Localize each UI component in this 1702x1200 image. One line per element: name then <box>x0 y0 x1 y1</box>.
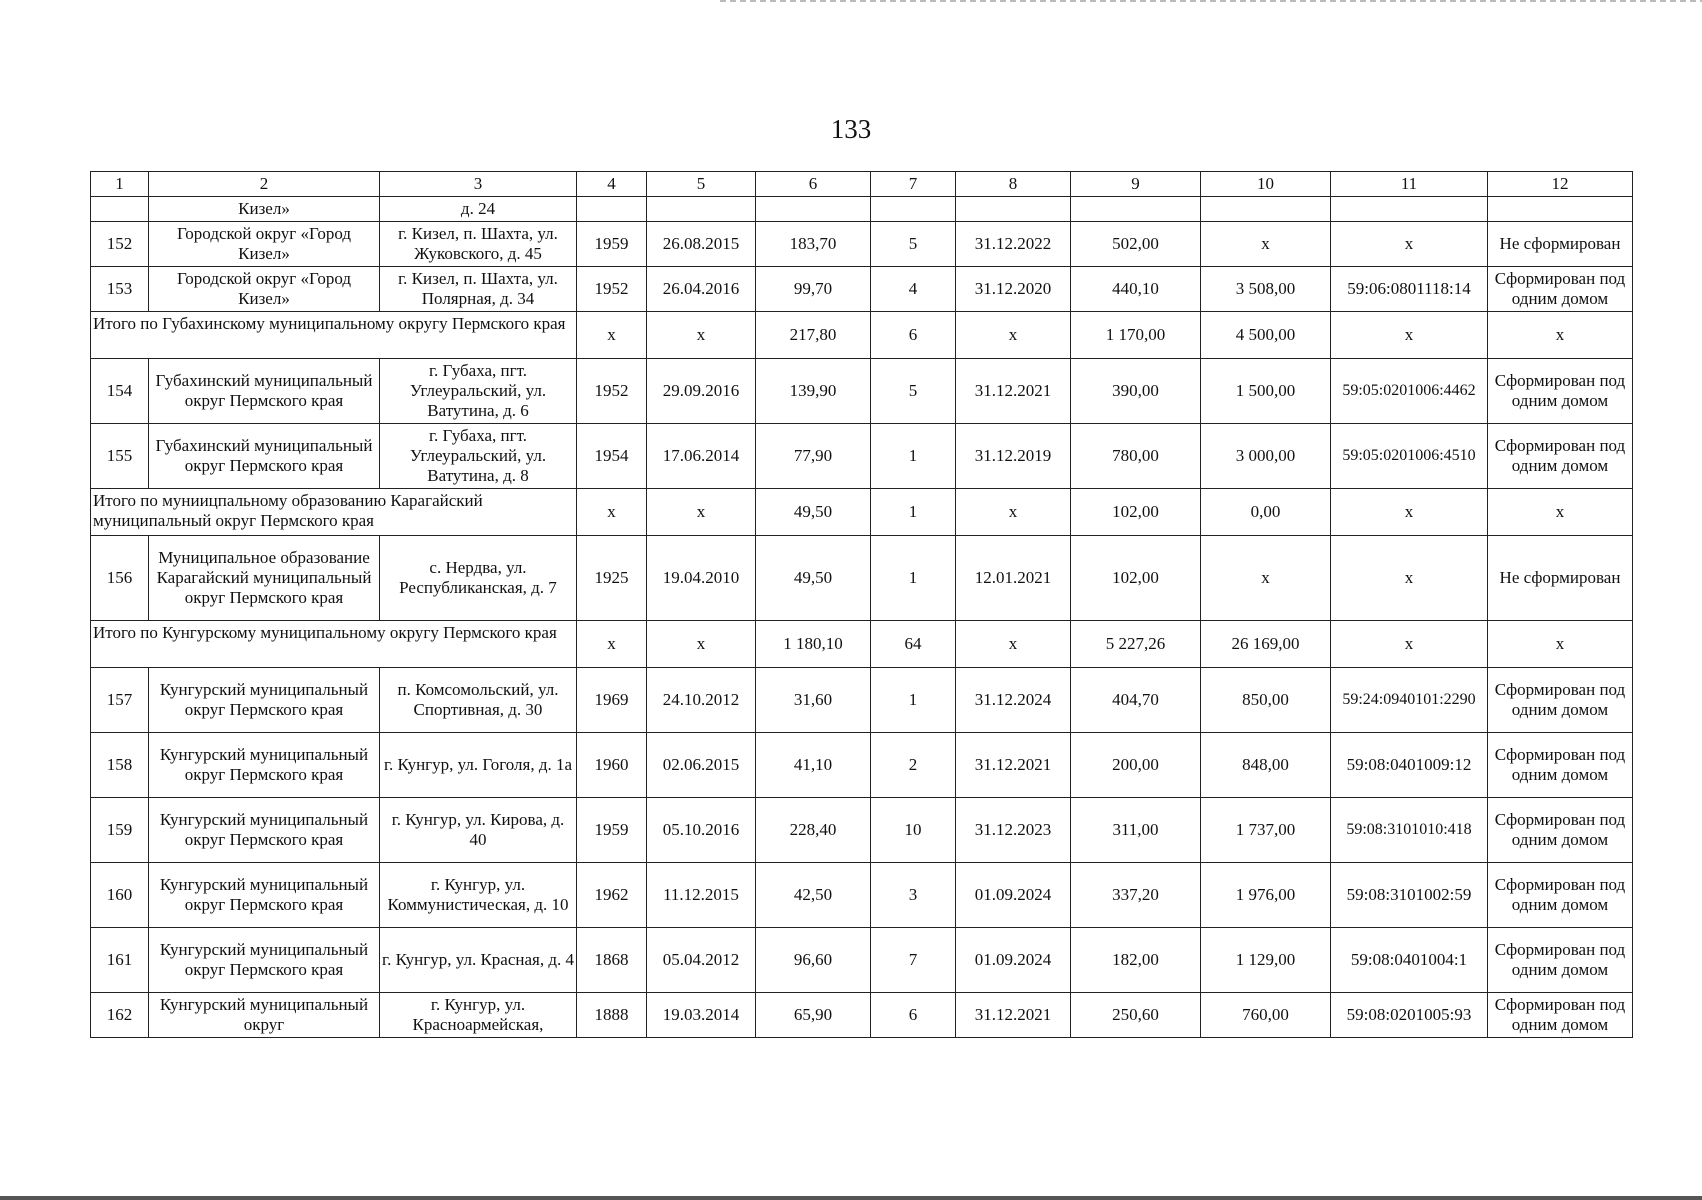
continuation-row <box>91 197 1633 222</box>
cell: 158 <box>91 733 149 798</box>
cell: 1 170,00 <box>1071 312 1201 359</box>
cell: Не сформирован <box>1488 222 1633 267</box>
cell: 1 180,10 <box>756 621 871 668</box>
cell: Не сформирован <box>1488 536 1633 621</box>
cell: 59:08:0401009:12 <box>1331 733 1488 798</box>
table-row <box>91 863 1633 928</box>
column-number-1: 1 <box>91 172 149 197</box>
cell: 154 <box>91 359 149 424</box>
column-number-7: 7 <box>871 172 956 197</box>
cell: Сформирован под одним домом <box>1488 863 1633 928</box>
table-row <box>91 928 1633 993</box>
cell: 1959 <box>577 798 647 863</box>
cell: 182,00 <box>1071 928 1201 993</box>
cell: 153 <box>91 267 149 312</box>
cell: Сформирован под одним домом <box>1488 267 1633 312</box>
cell: x <box>1201 536 1331 621</box>
cell: Сформирован под одним домом <box>1488 733 1633 798</box>
cell: 850,00 <box>1201 668 1331 733</box>
cell: 31.12.2019 <box>956 424 1071 489</box>
cell: 156 <box>91 536 149 621</box>
table-row <box>91 798 1633 863</box>
cell: 5 <box>871 359 956 424</box>
cell <box>871 197 956 222</box>
cell: 1952 <box>577 359 647 424</box>
cell: 102,00 <box>1071 489 1201 536</box>
cell: x <box>577 312 647 359</box>
subtotal-label: Итого по муниицпальному образованию Карагайский муниципальный округ Пермского края <box>91 489 577 536</box>
cell: 3 508,00 <box>1201 267 1331 312</box>
cell: 19.03.2014 <box>647 993 756 1038</box>
cell: 160 <box>91 863 149 928</box>
cell <box>91 197 149 222</box>
column-number-10: 10 <box>1201 172 1331 197</box>
cell: 337,20 <box>1071 863 1201 928</box>
cell: 139,90 <box>756 359 871 424</box>
cell <box>756 197 871 222</box>
cell: г. Кунгур, ул. Кирова, д. 40 <box>380 798 577 863</box>
subtotal-label: Итого по Губахинскому муниципальному округу Пермского края <box>91 312 577 359</box>
cell: г. Кунгур, ул. Коммунистическая, д. 10 <box>380 863 577 928</box>
cell <box>956 197 1071 222</box>
page-number: 133 <box>830 114 872 144</box>
cell: 183,70 <box>756 222 871 267</box>
cell: 26 169,00 <box>1201 621 1331 668</box>
cell: 31.12.2020 <box>956 267 1071 312</box>
cell: д. 24 <box>380 197 577 222</box>
cell: 162 <box>91 993 149 1038</box>
cell: x <box>1331 489 1488 536</box>
cell: Сформирован под одним домом <box>1488 798 1633 863</box>
cell: г. Кунгур, ул. Красноармейская, <box>380 993 577 1038</box>
cell: 157 <box>91 668 149 733</box>
cell: 502,00 <box>1071 222 1201 267</box>
table-row <box>91 424 1633 489</box>
cell: Кунгурский муниципальный округ Пермского края <box>149 863 380 928</box>
cell: Губахинский муниципальный округ Пермского края <box>149 424 380 489</box>
cell: с. Нердва, ул. Республиканская, д. 7 <box>380 536 577 621</box>
cell: 31.12.2023 <box>956 798 1071 863</box>
cell: x <box>1331 312 1488 359</box>
cell: 31.12.2021 <box>956 733 1071 798</box>
cell: 49,50 <box>756 489 871 536</box>
cell: Кунгурский муниципальный округ Пермского края <box>149 798 380 863</box>
cell: 59:08:3101010:418 <box>1331 798 1488 863</box>
cell: Сформирован под одним домом <box>1488 668 1633 733</box>
cell: Сформирован под одним домом <box>1488 928 1633 993</box>
cell: 31.12.2022 <box>956 222 1071 267</box>
cell: 31.12.2024 <box>956 668 1071 733</box>
subtotal-row <box>91 621 1633 668</box>
cell: 404,70 <box>1071 668 1201 733</box>
cell: 1 <box>871 489 956 536</box>
cell: 1 <box>871 536 956 621</box>
cell: г. Кизел, п. Шахта, ул. Полярная, д. 34 <box>380 267 577 312</box>
cell: 59:05:0201006:4510 <box>1331 424 1488 489</box>
cell: 7 <box>871 928 956 993</box>
cell: 5 <box>871 222 956 267</box>
cell: 2 <box>871 733 956 798</box>
scan-edge-top <box>720 0 1702 2</box>
cell: 1969 <box>577 668 647 733</box>
table-row <box>91 733 1633 798</box>
subtotal-label: Итого по Кунгурскому муниципальному округу Пермского края <box>91 621 577 668</box>
cell: 05.10.2016 <box>647 798 756 863</box>
cell: 1888 <box>577 993 647 1038</box>
cell: x <box>1488 621 1633 668</box>
cell: 1 <box>871 424 956 489</box>
cell: 6 <box>871 993 956 1038</box>
cell: x <box>1331 222 1488 267</box>
column-number-12: 12 <box>1488 172 1633 197</box>
cell: 152 <box>91 222 149 267</box>
cell: п. Комсомольский, ул. Спортивная, д. 30 <box>380 668 577 733</box>
cell: 1 976,00 <box>1201 863 1331 928</box>
column-number-8: 8 <box>956 172 1071 197</box>
cell: Кизел» <box>149 197 380 222</box>
column-number-4: 4 <box>577 172 647 197</box>
cell: 31.12.2021 <box>956 993 1071 1038</box>
cell: x <box>647 489 756 536</box>
cell: 42,50 <box>756 863 871 928</box>
cell <box>1071 197 1201 222</box>
cell: 161 <box>91 928 149 993</box>
cell: x <box>1331 621 1488 668</box>
column-number-5: 5 <box>647 172 756 197</box>
cell: 05.04.2012 <box>647 928 756 993</box>
subtotal-row <box>91 312 1633 359</box>
cell: 19.04.2010 <box>647 536 756 621</box>
cell: x <box>956 312 1071 359</box>
column-number-3: 3 <box>380 172 577 197</box>
cell: x <box>577 489 647 536</box>
cell: 1925 <box>577 536 647 621</box>
cell: 311,00 <box>1071 798 1201 863</box>
cell: 1954 <box>577 424 647 489</box>
cell: x <box>647 621 756 668</box>
cell: 12.01.2021 <box>956 536 1071 621</box>
cell: 848,00 <box>1201 733 1331 798</box>
table-row <box>91 668 1633 733</box>
cell: 24.10.2012 <box>647 668 756 733</box>
cell: 440,10 <box>1071 267 1201 312</box>
cell: 59:06:0801118:14 <box>1331 267 1488 312</box>
column-number-6: 6 <box>756 172 871 197</box>
scan-edge-bottom <box>0 1196 1702 1200</box>
cell: 59:08:0201005:93 <box>1331 993 1488 1038</box>
cell: 4 <box>871 267 956 312</box>
cell: Городской округ «Город Кизел» <box>149 222 380 267</box>
column-number-11: 11 <box>1331 172 1488 197</box>
cell: 99,70 <box>756 267 871 312</box>
cell: 3 000,00 <box>1201 424 1331 489</box>
cell: 1952 <box>577 267 647 312</box>
cell <box>1201 197 1331 222</box>
cell: 1960 <box>577 733 647 798</box>
cell: 41,10 <box>756 733 871 798</box>
cell: x <box>1201 222 1331 267</box>
cell: 1 129,00 <box>1201 928 1331 993</box>
cell: 780,00 <box>1071 424 1201 489</box>
cell: г. Губаха, пгт. Углеуральский, ул. Ватутина, д. 6 <box>380 359 577 424</box>
cell: г. Кунгур, ул. Красная, д. 4 <box>380 928 577 993</box>
cell: 64 <box>871 621 956 668</box>
cell: 10 <box>871 798 956 863</box>
cell: 26.08.2015 <box>647 222 756 267</box>
table-row <box>91 267 1633 312</box>
cell: 6 <box>871 312 956 359</box>
table-row <box>91 359 1633 424</box>
cell: Сформирован под одним домом <box>1488 993 1633 1038</box>
cell: 77,90 <box>756 424 871 489</box>
cell: 49,50 <box>756 536 871 621</box>
cell: x <box>1331 536 1488 621</box>
cell: Кунгурский муниципальный округ <box>149 993 380 1038</box>
cell: 159 <box>91 798 149 863</box>
cell: Городской округ «Город Кизел» <box>149 267 380 312</box>
table-row <box>91 536 1633 621</box>
cell: 102,00 <box>1071 536 1201 621</box>
subtotal-row <box>91 489 1633 536</box>
cell: x <box>1488 312 1633 359</box>
cell: 5 227,26 <box>1071 621 1201 668</box>
cell <box>1488 197 1633 222</box>
column-number-row <box>91 172 1633 197</box>
cell: Муниципальное образование Карагайский муниципальный округ Пермского края <box>149 536 380 621</box>
cell: x <box>577 621 647 668</box>
cell: Кунгурский муниципальный округ Пермского края <box>149 928 380 993</box>
cell: 65,90 <box>756 993 871 1038</box>
cell: 01.09.2024 <box>956 863 1071 928</box>
cell: 390,00 <box>1071 359 1201 424</box>
cell: Кунгурский муниципальный округ Пермского края <box>149 668 380 733</box>
cell: 228,40 <box>756 798 871 863</box>
cell: 31.12.2021 <box>956 359 1071 424</box>
cell: 1962 <box>577 863 647 928</box>
cell: x <box>956 489 1071 536</box>
cell: 1868 <box>577 928 647 993</box>
table-row <box>91 993 1633 1038</box>
cell: 59:24:0940101:2290 <box>1331 668 1488 733</box>
cell: 11.12.2015 <box>647 863 756 928</box>
cell: 4 500,00 <box>1201 312 1331 359</box>
cell: 250,60 <box>1071 993 1201 1038</box>
cell: 59:08:0401004:1 <box>1331 928 1488 993</box>
column-number-9: 9 <box>1071 172 1201 197</box>
table-row <box>91 222 1633 267</box>
cell: 26.04.2016 <box>647 267 756 312</box>
cell <box>577 197 647 222</box>
cell: 31,60 <box>756 668 871 733</box>
cell: г. Кунгур, ул. Гоголя, д. 1а <box>380 733 577 798</box>
cell: x <box>956 621 1071 668</box>
cell: 29.09.2016 <box>647 359 756 424</box>
cell: 17.06.2014 <box>647 424 756 489</box>
cell: 59:08:3101002:59 <box>1331 863 1488 928</box>
cell: Сформирован под одним домом <box>1488 359 1633 424</box>
cell: x <box>647 312 756 359</box>
cell: 3 <box>871 863 956 928</box>
cell: 760,00 <box>1201 993 1331 1038</box>
cell: г. Кизел, п. Шахта, ул. Жуковского, д. 45 <box>380 222 577 267</box>
cell: 1 500,00 <box>1201 359 1331 424</box>
cell: 02.06.2015 <box>647 733 756 798</box>
cell: 59:05:0201006:4462 <box>1331 359 1488 424</box>
column-number-2: 2 <box>149 172 380 197</box>
cell: Кунгурский муниципальный округ Пермского края <box>149 733 380 798</box>
cell: x <box>1488 489 1633 536</box>
cell <box>1331 197 1488 222</box>
cell: 1 <box>871 668 956 733</box>
cell: 1 737,00 <box>1201 798 1331 863</box>
cell: г. Губаха, пгт. Углеуральский, ул. Ватутина, д. 8 <box>380 424 577 489</box>
cell <box>647 197 756 222</box>
cell: 200,00 <box>1071 733 1201 798</box>
cell: Губахинский муниципальный округ Пермского края <box>149 359 380 424</box>
cell: 155 <box>91 424 149 489</box>
cell: Сформирован под одним домом <box>1488 424 1633 489</box>
cell: 01.09.2024 <box>956 928 1071 993</box>
cell: 217,80 <box>756 312 871 359</box>
housing-table <box>90 171 1633 1038</box>
cell: 1959 <box>577 222 647 267</box>
cell: 96,60 <box>756 928 871 993</box>
cell: 0,00 <box>1201 489 1331 536</box>
